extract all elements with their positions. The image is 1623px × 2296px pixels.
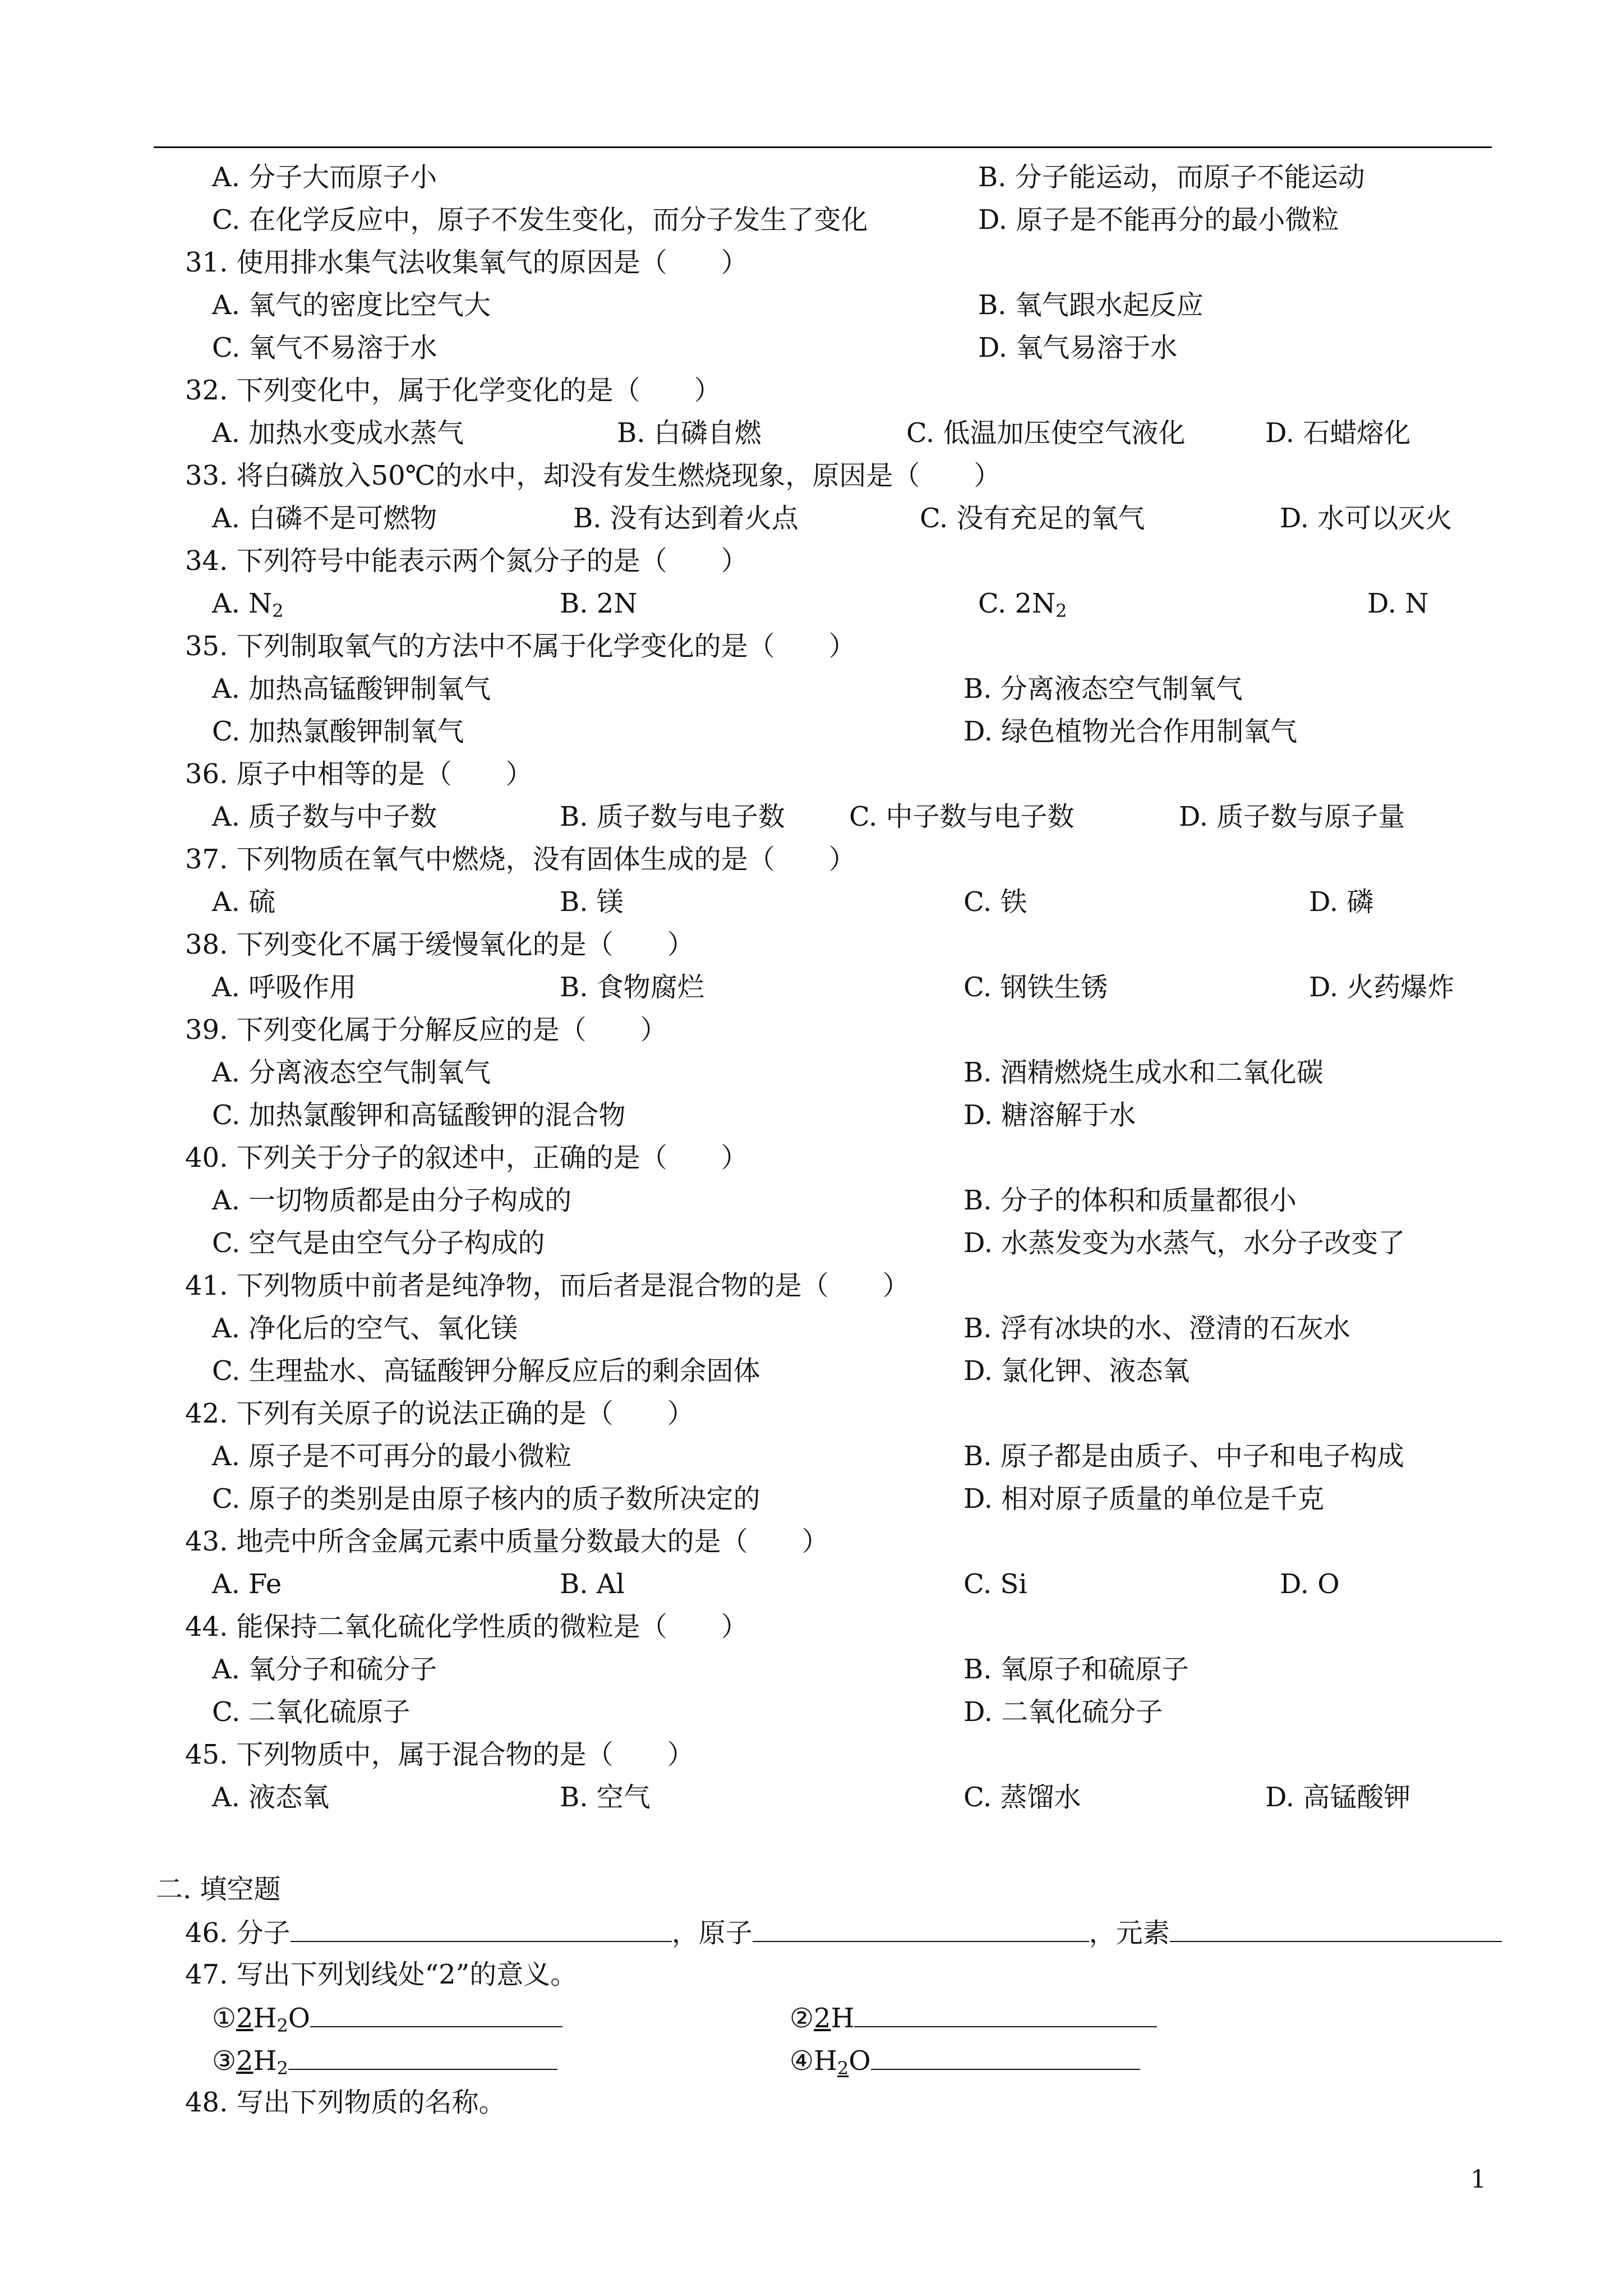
q38-option-d: D. 火药爆炸 (1309, 972, 1455, 1003)
q41-option-a: A. 净化后的空气、氧化镁 (212, 1313, 518, 1344)
q34-option-d: D. N (1367, 588, 1429, 619)
q41-option-b: B. 浮有冰块的水、澄清的石灰水 (963, 1313, 1350, 1344)
q33-stem: 33. 将白磷放入50℃的水中，却没有发生燃烧现象，原因是（ ） (185, 460, 1001, 491)
q42-stem: 42. 下列有关原子的说法正确的是（ ） (185, 1398, 694, 1429)
q38-stem: 38. 下列变化不属于缓慢氧化的是（ ） (185, 929, 694, 960)
q37-stem: 37. 下列物质在氧气中燃烧，没有固体生成的是（ ） (185, 844, 856, 875)
q36-option-b: B. 质子数与电子数 (560, 801, 785, 832)
q41-option-d: D. 氯化钾、液态氧 (963, 1355, 1190, 1387)
q30-option-c: C. 在化学反应中，原子不发生变化，而分子发生了变化 (212, 204, 868, 236)
q47-item-1-blank[interactable] (310, 2000, 562, 2027)
q43-option-b: B. Al (560, 1568, 625, 1600)
q35-option-d: D. 绿色植物光合作用制氧气 (963, 716, 1298, 747)
q47-item-2-blank[interactable] (854, 2000, 1157, 2027)
header-rule (154, 146, 1492, 148)
q43-option-c: C. Si (963, 1568, 1027, 1600)
q46-molecule-blank[interactable] (291, 1915, 672, 1942)
q30-option-a: A. 分子大而原子小 (212, 162, 437, 193)
q36-option-c: C. 中子数与电子数 (849, 801, 1075, 832)
q39-stem: 39. 下列变化属于分解反应的是（ ） (185, 1014, 667, 1046)
q39-option-d: D. 糖溶解于水 (963, 1099, 1136, 1131)
q45-option-a: A. 液态氧 (212, 1782, 330, 1813)
q33-option-b: B. 没有达到着火点 (573, 503, 799, 534)
q47-item-4: $④H_2O$ (790, 2043, 1140, 2085)
section-title-fill-in: 二. 填空题 (156, 1874, 281, 1905)
q41-stem: 41. 下列物质中前者是纯净物，而后者是混合物的是（ ） (185, 1270, 910, 1301)
q32-option-d: D. 石蜡熔化 (1265, 417, 1411, 449)
q44-option-a: A. 氧分子和硫分子 (212, 1654, 437, 1685)
q42-option-d: D. 相对原子质量的单位是千克 (963, 1483, 1325, 1515)
q44-stem: 44. 能保持二氧化硫化学性质的微粒是（ ） (185, 1611, 748, 1642)
q45-option-b: B. 空气 (560, 1782, 651, 1813)
q43-option-a: A. Fe (212, 1568, 282, 1600)
q39-option-a: A. 分离液态空气制氧气 (212, 1057, 491, 1088)
q34-option-c: C. $2N_2$ (978, 588, 1067, 622)
q38-option-a: A. 呼吸作用 (212, 972, 357, 1003)
q30-option-b: B. 分子能运动，而原子不能运动 (978, 162, 1365, 193)
q33-option-c: C. 没有充足的氧气 (920, 503, 1145, 534)
q40-option-c: C. 空气是由空气分子构成的 (212, 1227, 545, 1259)
q45-option-d: D. 高锰酸钾 (1265, 1782, 1411, 1813)
q46-element-blank[interactable] (1170, 1915, 1502, 1942)
q44-option-d: D. 二氧化硫分子 (963, 1696, 1163, 1728)
q42-option-a: A. 原子是不可再分的最小微粒 (212, 1441, 572, 1472)
q47-item-4-blank[interactable] (871, 2043, 1140, 2070)
q39-option-b: B. 酒精燃烧生成水和二氧化碳 (963, 1057, 1324, 1088)
q35-option-a: A. 加热高锰酸钾制氧气 (212, 673, 491, 705)
q32-stem: 32. 下列变化中，属于化学变化的是（ ） (185, 375, 721, 406)
q40-option-d: D. 水蒸发变为水蒸气，水分子改变了 (963, 1227, 1405, 1259)
q32-option-b: B. 白磷自燃 (617, 417, 762, 449)
q31-option-a: A. 氧气的密度比空气大 (212, 289, 491, 321)
q44-option-c: C. 二氧化硫原子 (212, 1696, 411, 1728)
q35-option-c: C. 加热氯酸钾制氧气 (212, 716, 464, 747)
q45-option-c: C. 蒸馏水 (963, 1782, 1081, 1813)
q37-option-c: C. 铁 (963, 886, 1027, 918)
q35-option-b: B. 分离液态空气制氧气 (963, 673, 1243, 705)
q37-option-b: B. 镁 (560, 886, 624, 918)
q34-option-a: A. $N_2$ (212, 588, 284, 622)
q42-option-b: B. 原子都是由质子、中子和电子构成 (963, 1441, 1404, 1472)
q32-option-a: A. 加热水变成水蒸气 (212, 417, 464, 449)
q40-option-a: A. 一切物质都是由分子构成的 (212, 1185, 572, 1216)
q31-stem: 31. 使用排水集气法收集氧气的原因是（ ） (185, 247, 748, 278)
q40-stem: 40. 下列关于分子的叙述中，正确的是（ ） (185, 1142, 748, 1174)
q42-option-c: C. 原子的类别是由原子核内的质子数所决定的 (212, 1483, 760, 1515)
q31-option-d: D. 氧气易溶于水 (978, 332, 1178, 364)
q43-option-d: D. O (1280, 1568, 1340, 1600)
q36-stem: 36. 原子中相等的是（ ） (185, 758, 533, 790)
q34-stem: 34. 下列符号中能表示两个氮分子的是（ ） (185, 545, 748, 577)
q32-option-c: C. 低温加压使空气液化 (906, 417, 1186, 449)
q35-stem: 35. 下列制取氧气的方法中不属于化学变化的是（ ） (185, 631, 856, 662)
q44-option-b: B. 氧原子和硫原子 (963, 1654, 1189, 1685)
q33-option-a: A. 白磷不是可燃物 (212, 503, 437, 534)
q38-option-c: C. 钢铁生锈 (963, 972, 1108, 1003)
q34-option-b: B. 2N (560, 588, 638, 619)
q45-stem: 45. 下列物质中，属于混合物的是（ ） (185, 1739, 694, 1770)
q30-option-d: D. 原子是不能再分的最小微粒 (978, 204, 1339, 236)
q37-option-a: A. 硫 (212, 886, 276, 918)
q31-option-c: C. 氧气不易溶于水 (212, 332, 437, 364)
q47-item-1: $①2H_2O$ (212, 2000, 562, 2042)
q46-line: 46. 分子 ，原子 ，元素 (185, 1915, 1502, 1950)
q46-atom-blank[interactable] (753, 1915, 1089, 1942)
q36-option-d: D. 质子数与原子量 (1179, 801, 1405, 832)
q33-option-d: D. 水可以灭火 (1280, 503, 1453, 534)
q36-option-a: A. 质子数与中子数 (212, 801, 437, 832)
q38-option-b: B. 食物腐烂 (560, 972, 704, 1003)
q47-stem: 47. 写出下列划线处“2”的意义。 (185, 1959, 578, 1990)
q48-stem: 48. 写出下列物质的名称。 (185, 2087, 506, 2118)
q31-option-b: B. 氧气跟水起反应 (978, 289, 1204, 321)
q37-option-d: D. 磷 (1309, 886, 1374, 918)
page-number: 1 (1470, 2165, 1486, 2194)
q47-item-2: ②2H (790, 2000, 1157, 2035)
q39-option-c: C. 加热氯酸钾和高锰酸钾的混合物 (212, 1099, 626, 1131)
q40-option-b: B. 分子的体积和质量都很小 (963, 1185, 1297, 1216)
q43-stem: 43. 地壳中所含金属元素中质量分数最大的是（ ） (185, 1526, 829, 1557)
q47-item-3-blank[interactable] (288, 2043, 557, 2070)
q47-item-3: $③2H_2$ (212, 2043, 557, 2085)
q41-option-c: C. 生理盐水、高锰酸钾分解反应后的剩余固体 (212, 1355, 760, 1387)
